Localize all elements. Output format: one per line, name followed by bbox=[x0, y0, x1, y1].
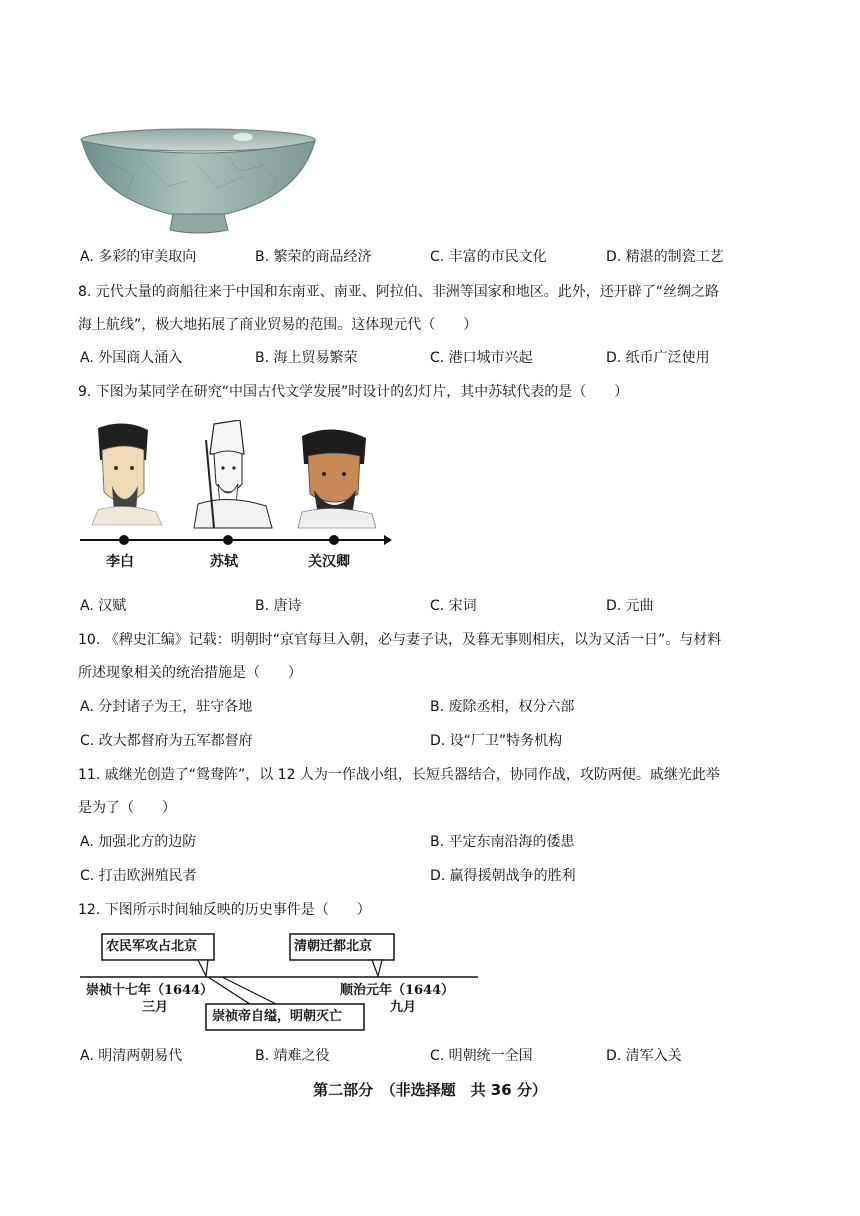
q11-option-c[interactable]: C. 打击欧洲殖民者 bbox=[80, 868, 197, 884]
q7-option-d[interactable]: D. 精湛的制瓷工艺 bbox=[606, 249, 724, 265]
q10-option-a[interactable]: A. 分封诸子为王，驻守各地 bbox=[80, 699, 253, 715]
q9-option-b[interactable]: B. 唐诗 bbox=[255, 598, 302, 614]
q9-option-d[interactable]: D. 元曲 bbox=[606, 598, 654, 614]
q11-option-d[interactable]: D. 赢得援朝战争的胜利 bbox=[430, 868, 576, 884]
q8-stem-line1: 8. 元代大量的商船往来于中国和东南亚、南亚、阿拉伯、非洲等国家和地区。此外，还开辟了“丝绸之路 bbox=[78, 284, 720, 300]
timeline-box-peasant-army: 农民军攻占北京 bbox=[106, 939, 198, 954]
su-shi-portrait bbox=[194, 420, 272, 528]
timeline-left-date: 崇祯十七年（1644） bbox=[86, 983, 214, 998]
q8-option-a[interactable]: A. 外国商人涌入 bbox=[80, 350, 183, 366]
q9-option-c[interactable]: C. 宋词 bbox=[430, 598, 477, 614]
guan-hanqing-portrait bbox=[298, 429, 376, 528]
timeline-box-chongzhen-death: 崇祯帝自缢，明朝灭亡 bbox=[212, 1009, 343, 1024]
q8-stem-line2: 海上航线”，极大地拓展了商业贸易的范围。这体现元代（ ） bbox=[78, 317, 478, 333]
q7-option-b[interactable]: B. 繁荣的商品经济 bbox=[255, 249, 372, 265]
q9-option-a[interactable]: A. 汉赋 bbox=[80, 598, 127, 614]
q11-stem-line2: 是为了（ ） bbox=[78, 800, 176, 816]
poets-timeline-figure bbox=[76, 420, 396, 545]
celadon-bowl-image bbox=[78, 126, 322, 238]
q12-option-a[interactable]: A. 明清两朝易代 bbox=[80, 1048, 183, 1064]
timeline-left-month: 三月 bbox=[142, 1000, 169, 1015]
timeline-right-month: 九月 bbox=[390, 1000, 417, 1015]
q12-option-d[interactable]: D. 清军入关 bbox=[606, 1048, 682, 1064]
timeline-box-qing-capital: 清朝迁都北京 bbox=[294, 939, 373, 954]
section-two-heading: 第二部分 （非选择题 共 36 分） bbox=[313, 1081, 547, 1099]
q7-option-a[interactable]: A. 多彩的审美取向 bbox=[80, 249, 197, 265]
q10-option-b[interactable]: B. 废除丞相，权分六部 bbox=[430, 699, 575, 715]
q11-option-b[interactable]: B. 平定东南沿海的倭患 bbox=[430, 834, 575, 850]
q8-option-d[interactable]: D. 纸币广泛使用 bbox=[606, 350, 710, 366]
q12-stem: 12. 下图所示时间轴反映的历史事件是（ ） bbox=[78, 902, 371, 918]
poet-label-guan-hanqing: 关汉卿 bbox=[308, 554, 350, 570]
q10-option-c[interactable]: C. 改大都督府为五军都督府 bbox=[80, 733, 253, 749]
timeline-right-date: 顺治元年（1644） bbox=[340, 983, 455, 998]
q10-stem-line1: 10. 《稗史汇编》记载：明朝时“京官每旦入朝，必与妻子诀，及暮无事则相庆，以为又活一日”。与材料 bbox=[78, 632, 722, 648]
q10-stem-line2: 所述现象相关的统治措施是（ ） bbox=[78, 665, 302, 681]
li-bai-portrait bbox=[92, 423, 162, 525]
q8-option-c[interactable]: C. 港口城市兴起 bbox=[430, 350, 533, 366]
poet-label-li-bai: 李白 bbox=[106, 554, 134, 570]
q7-option-c[interactable]: C. 丰富的市民文化 bbox=[430, 249, 547, 265]
poet-label-su-shi: 苏轼 bbox=[210, 554, 238, 570]
q11-option-a[interactable]: A. 加强北方的边防 bbox=[80, 834, 197, 850]
q9-stem: 9. 下图为某同学在研究“中国古代文学发展”时设计的幻灯片，其中苏轼代表的是（ ） bbox=[78, 384, 629, 400]
q12-option-c[interactable]: C. 明朝统一全国 bbox=[430, 1048, 533, 1064]
q12-option-b[interactable]: B. 靖难之役 bbox=[255, 1048, 330, 1064]
q8-option-b[interactable]: B. 海上贸易繁荣 bbox=[255, 350, 358, 366]
q10-option-d[interactable]: D. 设“厂卫”特务机构 bbox=[430, 733, 563, 749]
q11-stem-line1: 11. 戚继光创造了“鸳鸯阵”，以 12 人为一作战小组，长短兵器结合，协同作战，攻防两便。戚继光此举 bbox=[78, 767, 720, 783]
